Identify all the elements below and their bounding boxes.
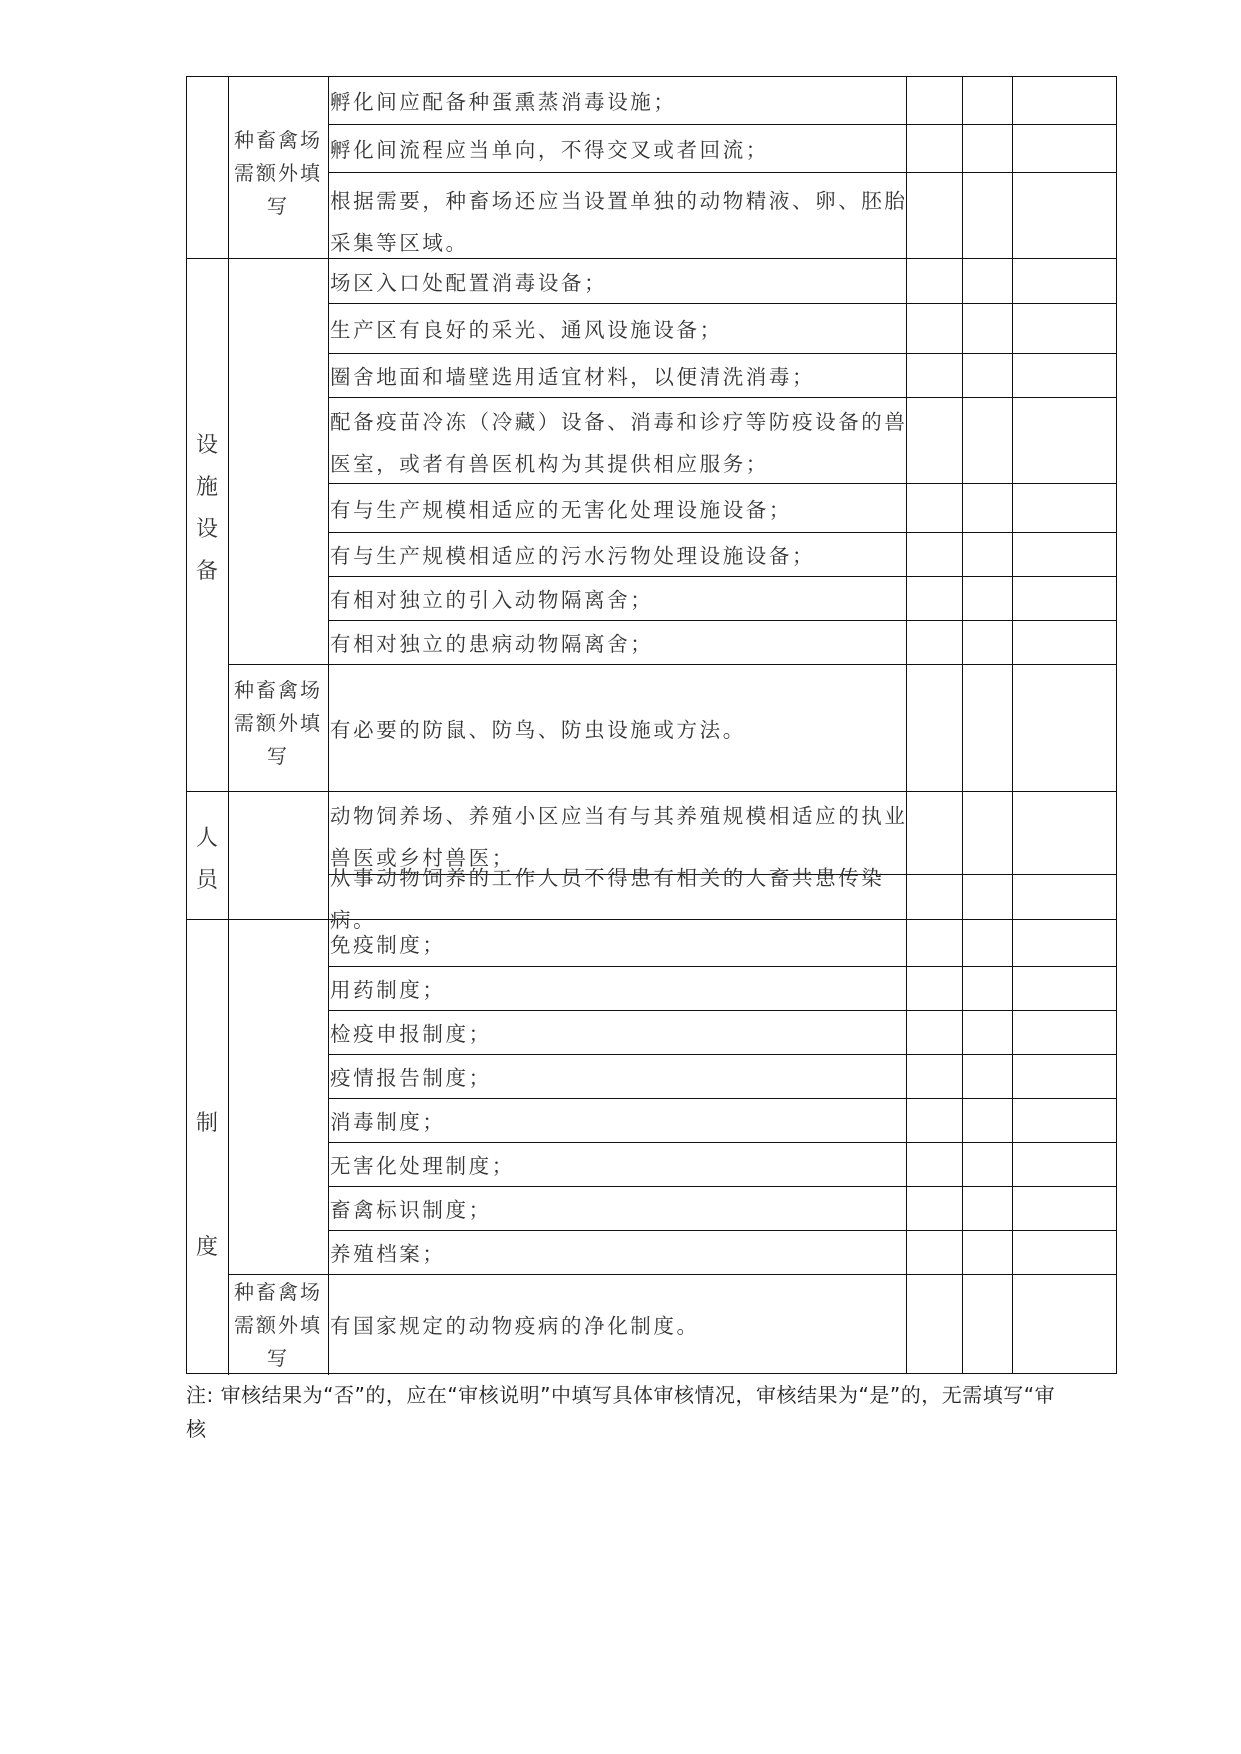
row-line [328, 353, 1117, 354]
item-text: 畜禽标识制度； [330, 1198, 492, 1222]
item-text: 有必要的防鼠、防鸟、防虫设施或方法。 [330, 717, 746, 742]
item-text: 孵化间流程应当单向，不得交叉或者回流； [330, 138, 769, 162]
item-text: 动物饲养场、养殖小区应当有与其养殖规模相适应的执业兽医或乡村兽医； [330, 804, 908, 870]
item-text: 生产区有良好的采光、通风设施设备； [330, 318, 723, 342]
item-text: 配备疫苗冷冻（冷藏）设备、消毒和诊疗等防疫设备的兽医室，或者有兽医机构为其提供相应服务； [330, 410, 908, 476]
item-text: 有相对独立的患病动物隔离舍； [330, 632, 654, 656]
row-line [328, 172, 1117, 173]
row-line [328, 1010, 1117, 1011]
item-text: 有国家规定的动物疫病的净化制度。 [330, 1314, 700, 1338]
sub-label-breeding-farm: 种畜禽场需额外填写 [234, 678, 322, 768]
col-divider [328, 76, 329, 1375]
table-border-right [1116, 76, 1117, 1374]
item-text: 场区入口处配置消毒设备； [330, 270, 608, 295]
col-divider [962, 76, 963, 1374]
row-line [328, 966, 1117, 967]
table-border-top [186, 76, 1117, 77]
sub-label-breeding-farm: 种畜禽场需额外填写 [234, 128, 322, 218]
sub-label-breeding-farm: 种畜禽场需额外填写 [234, 1280, 322, 1370]
row-line [328, 1142, 1117, 1143]
item-text: 有与生产规模相适应的污水污物处理设施设备； [330, 544, 816, 568]
item-text: 从事动物饲养的工作人员不得患有相关的人畜共患传染病。 [330, 865, 885, 932]
item-text: 检疫申报制度； [330, 1022, 492, 1046]
category-facilities-text: 设 施 设 备 [195, 433, 218, 584]
item-text: 有相对独立的引入动物隔离舍； [330, 588, 654, 612]
category-facilities [186, 425, 228, 593]
category-personnel [186, 818, 228, 902]
col-divider [1012, 76, 1013, 1374]
row-line [328, 532, 1117, 533]
item-text: 养殖档案； [330, 1242, 446, 1266]
row-line [328, 124, 1117, 125]
section-line [186, 791, 1117, 792]
category-system-text: 制 度 [195, 1111, 218, 1260]
category-personnel-text: 人 员 [195, 826, 218, 893]
item-text: 用药制度； [330, 978, 446, 1002]
item-text: 圈舍地面和墙壁选用适宜材料，以便清洗消毒； [330, 365, 816, 389]
item-text: 疫情报告制度； [330, 1066, 492, 1090]
item-text: 有与生产规模相适应的无害化处理设施设备； [330, 497, 792, 522]
item-text: 根据需要，种畜场还应当设置单独的动物精液、卵、胚胎采集等区域。 [330, 189, 908, 255]
item-text: 孵化间应配备种蛋熏蒸消毒设施； [330, 90, 677, 114]
footnote: 注: 审核结果为“否”的，应在“审核说明”中填写具体审核情况，审核结果为“是”的，无需填写“审核 [186, 1383, 1056, 1441]
category-system [186, 1062, 228, 1310]
item-text: 消毒制度； [330, 1110, 446, 1134]
item-text: 免疫制度； [330, 932, 446, 957]
item-text: 无害化处理制度； [330, 1154, 515, 1178]
